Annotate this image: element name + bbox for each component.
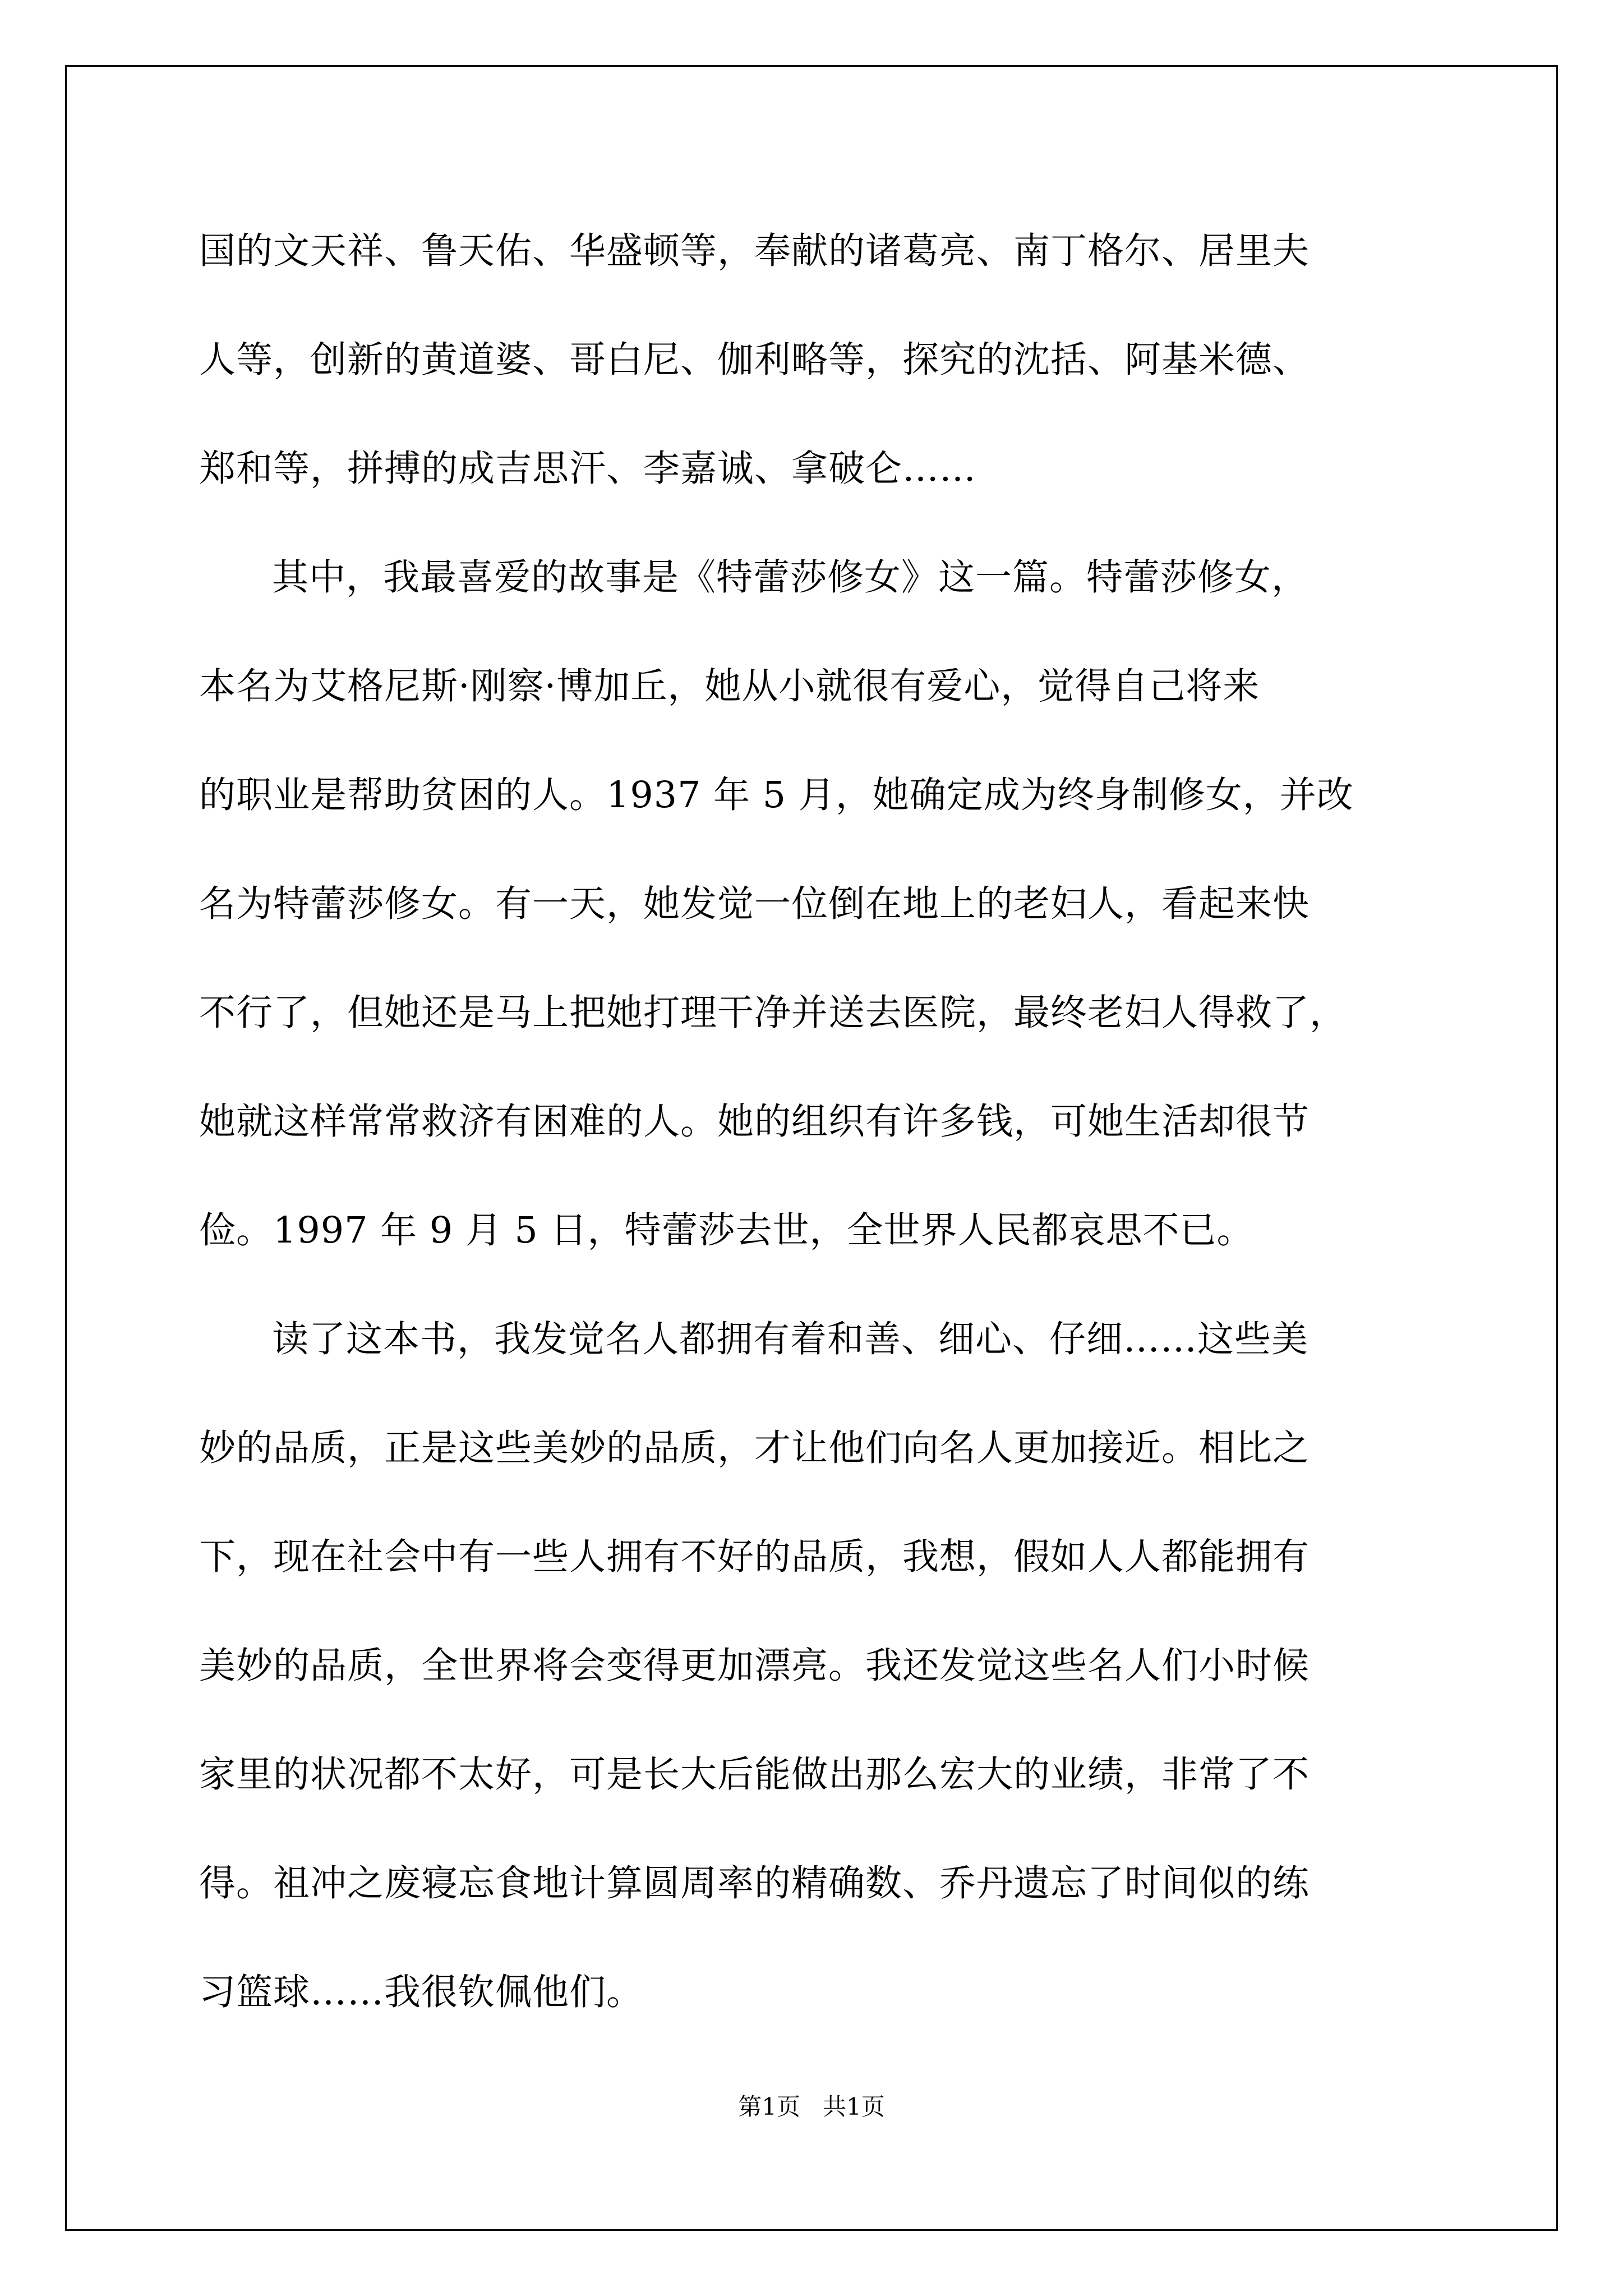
text-line: 郑和等，拼搏的成吉思汗、李嘉诚、拿破仑……: [199, 448, 977, 490]
text-line: 得。祖冲之废寝忘食地计算圆周率的精确数、乔丹遗忘了时间似的练: [199, 1862, 1310, 1904]
text-line: 不行了，但她还是马上把她打理干净并送去医院，最终老妇人得救了，: [199, 992, 1347, 1034]
page-number-footer: 第1页 共1页: [738, 2093, 885, 2120]
paragraph-start-line: 读了这本书，我发觉名人都拥有着和善、细心、仔细……这些美: [272, 1318, 1309, 1360]
text-line: 妙的品质，正是这些美妙的品质，才让他们向名人更加接近。相比之: [199, 1427, 1310, 1469]
text-line: 本名为艾格尼斯·刚察·博加丘，她从小就很有爱心，觉得自己将来: [199, 665, 1260, 707]
text-line: 习篮球……我很钦佩他们。: [199, 1971, 644, 2013]
text-line: 名为特蕾莎修女。有一天，她发觉一位倒在地上的老妇人，看起来快: [199, 883, 1310, 925]
text-line: 俭。1997 年 9 月 5 日，特蕾莎去世，全世界人民都哀思不已。: [199, 1209, 1254, 1251]
text-line: 家里的状况都不太好，可是长大后能做出那么宏大的业绩，非常了不: [199, 1754, 1310, 1796]
text-line: 她就这样常常救济有困难的人。她的组织有许多钱，可她生活却很节: [199, 1101, 1310, 1143]
text-line: 美妙的品质，全世界将会变得更加漂亮。我还发觉这些名人们小时候: [199, 1645, 1310, 1687]
text-line: 的职业是帮助贫困的人。1937 年 5 月，她确定成为终身制修女，并改: [199, 774, 1354, 816]
text-line: 人等，创新的黄道婆、哥白尼、伽利略等，探究的沈括、阿基米德、: [199, 339, 1310, 381]
paragraph-start-line: 其中，我最喜爱的故事是《特蕾莎修女》这一篇。特蕾莎修女，: [272, 556, 1309, 599]
text-line: 下，现在社会中有一些人拥有不好的品质，我想，假如人人都能拥有: [199, 1536, 1310, 1578]
text-line: 国的文天祥、鲁天佑、华盛顿等，奉献的诸葛亮、南丁格尔、居里夫: [199, 230, 1310, 272]
